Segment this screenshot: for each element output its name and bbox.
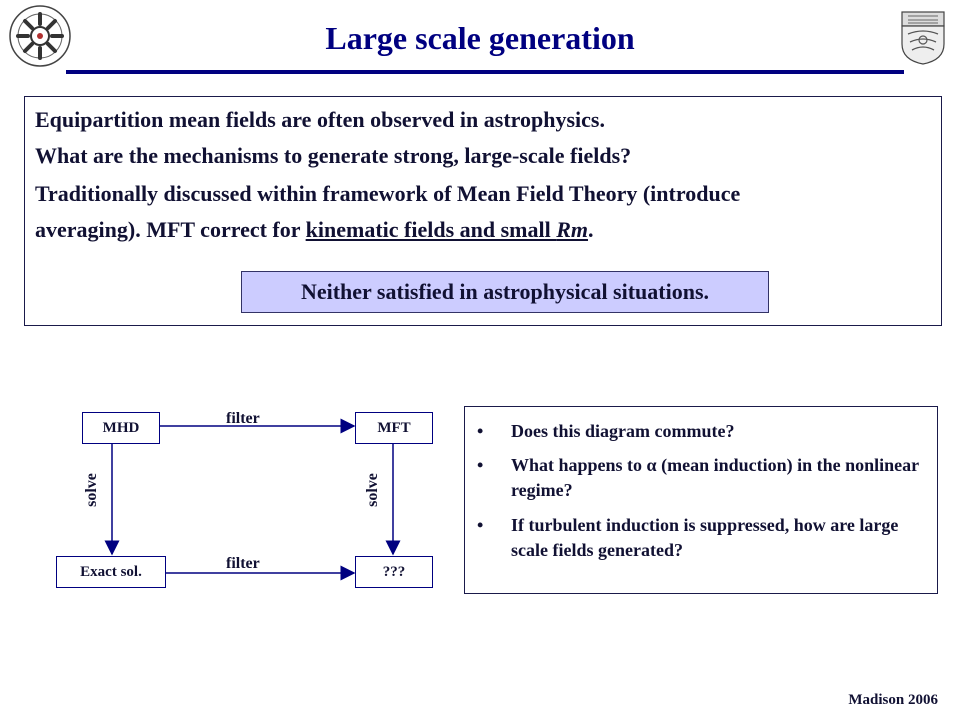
node-unknown: ??? bbox=[355, 556, 433, 588]
intro-box bbox=[24, 96, 942, 326]
right-arrow-label: solve bbox=[364, 473, 381, 507]
intro-line-4-underlined bbox=[306, 217, 588, 242]
intro-line-1: Equipartition mean fields are often observed in astrophysics. bbox=[35, 107, 605, 132]
bullet-text: Does this diagram commute? bbox=[511, 421, 735, 441]
highlight-callout: Neither satisfied in astrophysical situations. bbox=[241, 271, 769, 313]
bullet-text: If turbulent induction is suppressed, how are large scale fields generated? bbox=[511, 515, 899, 560]
footer-label: Madison 2006 bbox=[848, 692, 938, 708]
intro-line-4-underlined-text: kinematic fields and small bbox=[305, 217, 557, 242]
alpha-symbol: α bbox=[646, 455, 657, 475]
questions-box bbox=[464, 406, 938, 594]
node-mft: MFT bbox=[355, 412, 433, 444]
slide-title: Large scale generation bbox=[325, 20, 635, 56]
intro-line-4-suffix: . bbox=[588, 217, 594, 242]
bullet-dot: • bbox=[477, 515, 484, 535]
bullet-text bbox=[511, 453, 929, 503]
intro-line-4-prefix: averaging). MFT correct for bbox=[35, 217, 306, 242]
top-arrow-label: filter bbox=[226, 410, 260, 427]
title-underline bbox=[66, 70, 904, 74]
intro-line-3: Traditionally discussed within framework of Mean Field Theory (introduce bbox=[35, 181, 741, 206]
bottom-arrow-label: filter bbox=[226, 555, 260, 572]
node-mhd: MHD bbox=[82, 412, 160, 444]
node-exact-sol: Exact sol. bbox=[56, 556, 166, 588]
intro-line-2: What are the mechanisms to generate strong, large-scale fields? bbox=[35, 143, 632, 168]
intro-line-4 bbox=[35, 217, 594, 243]
commutation-diagram bbox=[40, 400, 450, 600]
bullet-dot: • bbox=[477, 455, 484, 475]
left-arrow-label: solve bbox=[83, 473, 100, 507]
bullet-2-suffix: (mean induction) in the nonlinear regime? bbox=[511, 455, 919, 500]
intro-line-4-rm: Rm bbox=[556, 217, 589, 242]
bullet-2-prefix: What happens to bbox=[511, 455, 647, 475]
bullet-dot: • bbox=[477, 421, 484, 441]
